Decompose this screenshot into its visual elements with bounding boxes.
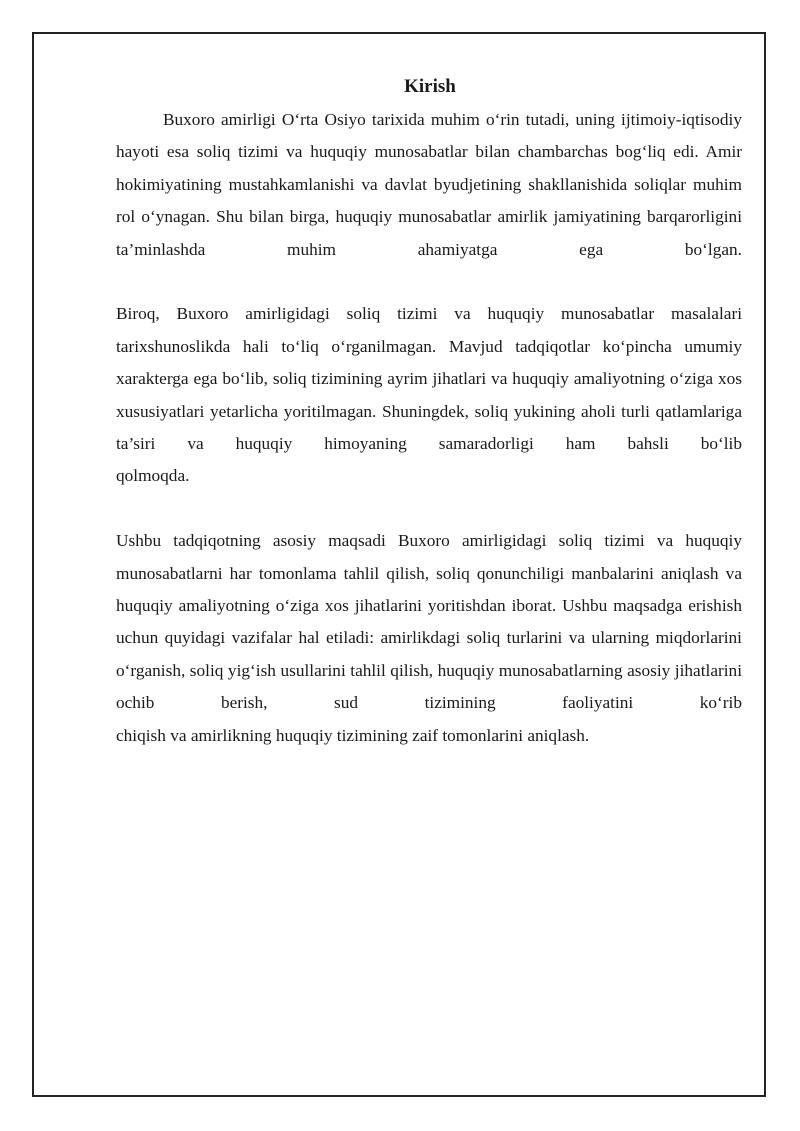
paragraph-spacer bbox=[116, 493, 742, 525]
paragraph-3-text: Ushbu tadqiqotning asosiy maqsadi Buxoro amirligidagi soliq tizimi va huquqiy munosabatlarni har tomonlama tahlil qilish, soliq qonunchiligi manbalarini aniqlash va huquqiy amaliyotning o‘ziga xos jihatlarini yoritishdan iborat. Ushbu maqsadga erishish uchun quyidagi vazifalar hal etiladi: amirlikdagi soliq turlarini va ularning miqdorlarini o‘rganish, soliq yig‘ish usullarini tahlil qilish, huquqiy munosabatlarning asosiy jihatlarini ochib berish, sud tizimining faoliyatini ko‘rib bbox=[116, 531, 742, 713]
paragraph-2-text: Biroq, Buxoro amirligidagi soliq tizimi va huquqiy munosabatlar masalalari tarixshunoslikda hali to‘liq o‘rganilmagan. Mavjud tadqiqotlar ko‘pincha umumiy xarakterga ega bo‘lib, soliq tizimining ayrim jihatlari va huquqiy amaliyotning o‘ziga xos xususiyatlari yetarlicha yoritilmagan. Shuningdek, soliq yukining aholi turli qatlamlariga ta’siri va huquqiy himoyaning samaradorligi ham bahsli bo‘lib bbox=[116, 304, 742, 454]
paragraph-2-last-line: qolmoqda. bbox=[116, 466, 190, 486]
document-title: Kirish bbox=[404, 76, 456, 97]
paragraph-1 bbox=[116, 104, 742, 266]
paragraph-3 bbox=[116, 525, 742, 752]
paragraph-spacer bbox=[116, 266, 742, 298]
paragraph-2 bbox=[116, 298, 742, 492]
paragraph-3-last-line: chiqish va amirlikning huquqiy tizimining zaif tomonlarini aniqlash. bbox=[116, 725, 590, 745]
paragraph-1-text: Buxoro amirligi O‘rta Osiyo tarixida muhim o‘rin tutadi, uning ijtimoiy-iqtisodiy hayoti esa soliq tizimi va huquqiy munosabatlar bilan chambarchas bog‘liq edi. Amir hokimiyatining mustahkamlanishi va davlat byudjetining shakllanishida soliqlar muhim rol o‘ynagan. Shu bilan birga, huquqiy munosabatlar amirlik jamiyatining barqarorligini ta’minlashda muhim ahamiyatga ega bo‘lgan. bbox=[116, 110, 742, 259]
document-body bbox=[116, 74, 742, 752]
